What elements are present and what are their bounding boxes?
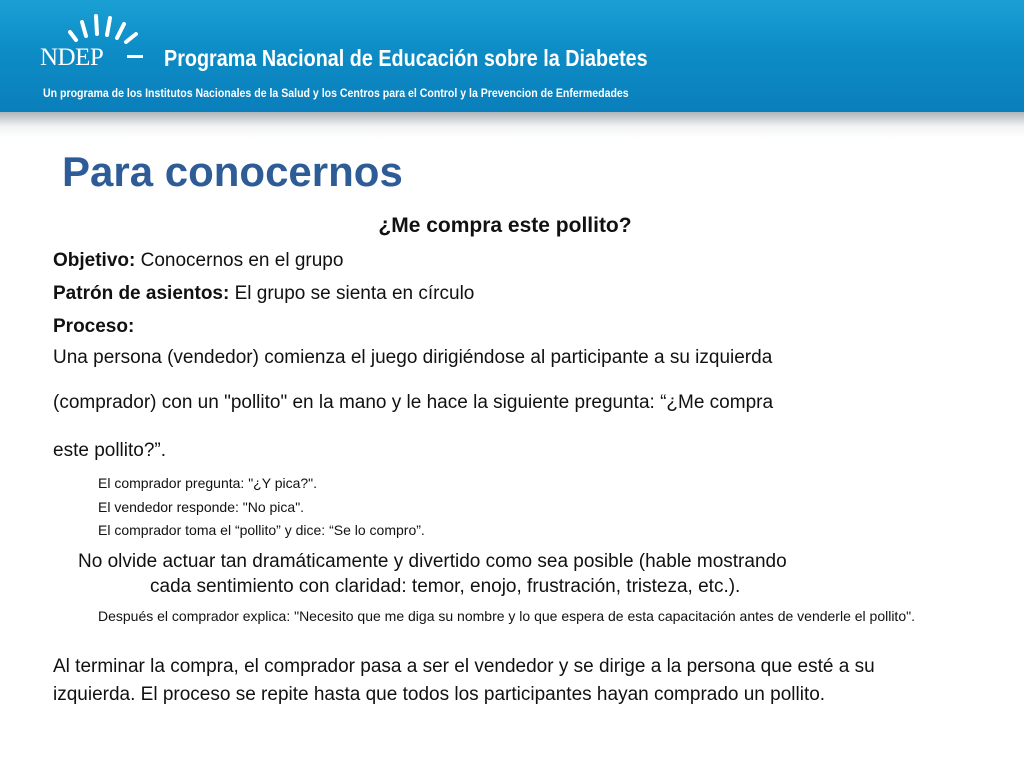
ndep-logo-text: NDEP [40, 44, 104, 71]
seating-value: El grupo se sienta en círculo [229, 283, 475, 304]
program-title: Programa Nacional de Educación sobre la Diabetes [164, 45, 648, 71]
seating-label: Patrón de asientos: [53, 283, 230, 304]
banner-shadow [0, 112, 1024, 138]
header-banner [0, 0, 1024, 112]
tip-paragraph [78, 549, 958, 599]
final-paragraph: Al terminar la compra, el comprador pasa a ser el vendedor y se dirige a la persona que esté a su izquierda. El proceso se repite hasta que todos los participantes hayan comprado un pollito. [53, 656, 875, 705]
program-subtitle: Un programa de los Institutos Nacionales de la Salud y los Centros para el Control y la Prevencion de Enfermedades [43, 86, 629, 100]
explain-paragraph: Después el comprador explica: "Necesito que me diga su nombre y lo que espera de esta capacitación antes de venderle el pollito". [98, 608, 915, 624]
slide-title: Para conocernos [62, 148, 403, 195]
dialogue-line-3: El comprador toma el “pollito” y dice: “Se lo compro”. [98, 522, 425, 538]
objective-label: Objetivo: [53, 250, 136, 271]
process-line [53, 316, 134, 338]
tip-line-1: No olvide actuar tan dramáticamente y divertido como sea posible (hable mostrando [78, 551, 787, 572]
logo-dash [127, 55, 143, 58]
game-title: ¿Me compra este pollito? [378, 214, 632, 237]
objective-line [53, 250, 343, 272]
dialogue-line-2: El vendedor responde: "No pica". [98, 499, 305, 515]
tip-line-2: cada sentimiento con claridad: temor, enojo, frustración, tristeza, etc.). [150, 576, 741, 597]
dialogue-line-1: El comprador pregunta: "¿Y pica?". [98, 475, 318, 491]
seating-line [53, 283, 474, 305]
objective-value: Conocernos en el grupo [135, 250, 344, 271]
process-label: Proceso: [53, 316, 135, 337]
process-text-line-1: Una persona (vendedor) comienza el juego dirigiéndose al participante a su izquierda [53, 347, 773, 368]
process-text-line-3: este pollito?”. [53, 440, 167, 461]
process-text-line-2: (comprador) con un "pollito" en la mano y le hace la siguiente pregunta: “¿Me compra [53, 392, 774, 413]
